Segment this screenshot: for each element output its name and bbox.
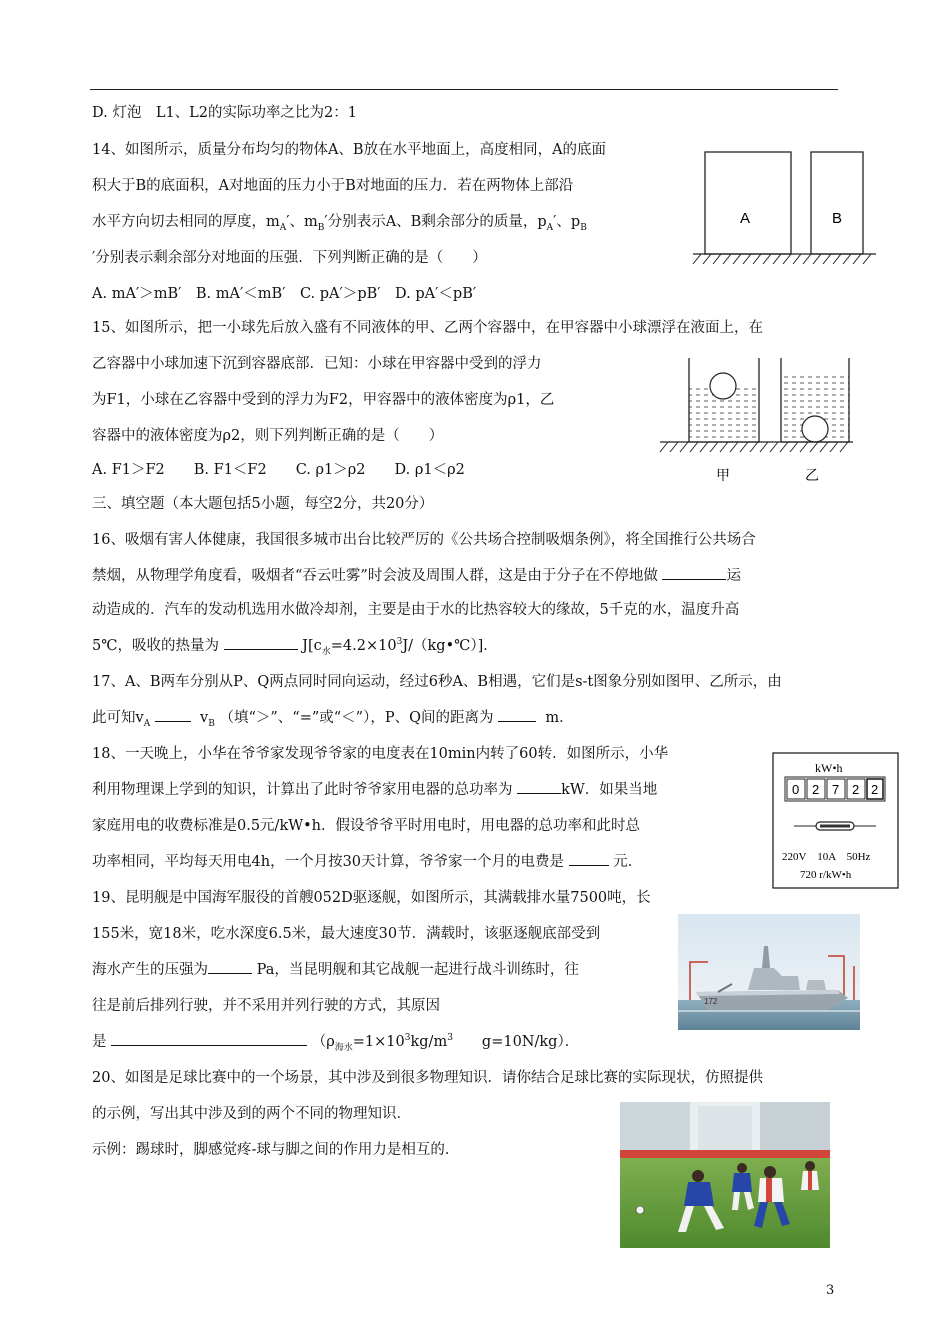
ad-board [620, 1150, 830, 1158]
q15-line3: 为F1，小球在乙容器中受到的浮力为F2，甲容器中的液体密度为ρ1，乙 [92, 392, 555, 408]
q19-blank-1[interactable] [208, 959, 252, 974]
meter-digit-3: 7 [832, 782, 840, 797]
section-3-heading: 三、填空题（本大题包括5小题，每空2分，共20分） [92, 496, 434, 512]
q16-line3: 动造成的．汽车的发动机选用水做冷却剂，主要是由于水的比热容较大的缘故，5千克的水，温度升高 [92, 602, 740, 618]
q16-line1: 16、吸烟有害人体健康，我国很多城市出台比较严厉的《公共场合控制吸烟条例》，将全国推行公共场合 [92, 532, 756, 548]
q19-line1: 19、昆明舰是中国海军服役的首艘052D驱逐舰，如图所示，其满载排水量7500吨，长 [92, 890, 651, 906]
q20-line1: 20、如图是足球比赛中的一个场景，其中涉及到很多物理知识．请你结合足球比赛的实际现状，仿照提供 [92, 1070, 763, 1086]
meter-spec: 220V 10A 50Hz [782, 851, 871, 863]
block-b-label: B [832, 210, 843, 227]
sunken-ball [802, 416, 828, 442]
electric-meter-figure [772, 752, 900, 890]
q18-blank-1[interactable] [517, 779, 561, 794]
q14-options: A. mA′＞mB′ B. mA′＜mB′ C. pA′＞pB′ D. pA′＜pB′ [92, 286, 477, 302]
block-b [811, 152, 863, 254]
block-a-label: A [740, 210, 751, 227]
block-a [705, 152, 791, 254]
q17-blank-2[interactable] [498, 707, 536, 722]
meter-digit-2: 2 [812, 782, 820, 797]
q15-line2: 乙容器中小球加速下沉到容器底部．已知：小球在甲容器中受到的浮力 [92, 356, 542, 372]
q16-line2: 禁烟，从物理学角度看，吸烟者“吞云吐雾”时会波及周围人群，这是由于分子在不停地做 运 [92, 564, 741, 585]
q14-line4: ′分别表示剩余部分对地面的压强．下列判断正确的是（ ） [92, 250, 487, 266]
meter-revolutions: 720 r/kW•h [800, 869, 852, 881]
football-photo [620, 1102, 830, 1248]
meter-digit-1: 0 [792, 782, 800, 797]
q18-line4: 功率相同，平均每天用电4h，一个月按30天计算，爷爷家一个月的电费是 元． [92, 850, 642, 871]
meter-unit: kW•h [815, 761, 843, 775]
q18-line2: 利用物理课上学到的知识，计算出了此时爷爷家用电器的总功率为 kW．如果当地 [92, 778, 657, 799]
q15-line1: 15、如图所示，把一小球先后放入盛有不同液体的甲、乙两个容器中，在甲容器中小球漂浮在液面上，在 [92, 320, 763, 336]
q17-blank-1[interactable] [155, 707, 191, 722]
q15-options: A. F1＞F2 B. F1＜F2 C. ρ1＞ρ2 D. ρ1＜ρ2 [92, 462, 465, 478]
container-2-label: 乙 [805, 468, 819, 484]
q14-line1: 14、如图所示，质量分布均匀的物体A、B放在水平地面上，高度相同，A的底面 [92, 142, 607, 158]
ground-hatch [693, 254, 871, 264]
page-number: 3 [826, 1283, 835, 1298]
container-1-label: 甲 [716, 468, 730, 484]
header-rule [90, 89, 838, 90]
destroyer-photo [678, 914, 860, 1030]
q18-line3: 家庭用电的收费标准是0.5元/kW•h．假设爷爷平时用电时，用电器的总功率和此时总 [92, 818, 641, 834]
q15-line4: 容器中的液体密度为ρ2，则下列判断正确的是（ ） [92, 428, 444, 444]
football-icon [636, 1206, 644, 1214]
q20-example: 示例：踢球时，脚感觉疼-球与脚之间的作用力是相互的． [92, 1142, 460, 1158]
q17-line2: 此可知$v_A$ $v_B$ （填“＞”、“=”或“＜”），P、Q间的距离为 m． [92, 706, 574, 729]
q19-line3: 海水产生的压强为 Pa，当昆明舰和其它战舰一起进行战斗训练时，往 [92, 958, 579, 979]
q18-blank-2[interactable] [569, 851, 609, 866]
q14-line2: 积大于B的底面积，A对地面的压力小于B对地面的压力．若在两物体上部沿 [92, 178, 574, 194]
q14-blocks-figure [688, 148, 878, 270]
q19-line5: 是 （$\rho_{海水}=1\times 10^3kg/m^3$ g=10N/kg）． [92, 1030, 579, 1053]
floating-ball [710, 373, 736, 399]
table-hatch [660, 442, 848, 452]
meter-digit-4: 2 [852, 782, 860, 797]
prev-option-d: D. 灯泡 L1、L2的实际功率之比为2：1 [92, 105, 357, 121]
q16-blank-1[interactable] [662, 565, 726, 580]
meter-digit-5: 2 [871, 782, 879, 797]
q18-line1: 18、一天晚上，小华在爷爷家发现爷爷家的电度表在10min内转了60转．如图所示，小华 [92, 746, 669, 762]
hull-number: 172 [704, 997, 718, 1006]
q15-containers-figure [655, 350, 855, 485]
q17-line1: 17、A、B两车分别从P、Q两点同时同向运动，经过6秒A、B相遇，它们是s-t图象分别如图甲、乙所示，由 [92, 674, 782, 690]
q14-line3: 水平方向切去相同的厚度，$m_A'$、$m_B'$分别表示A、B剩余部分的质量，$p_A'$、$p_B$ [92, 214, 587, 233]
q16-line4: 5℃，吸收的热量为 $J[c_水=4.2\times 10^3J/(kg•℃)]$． [92, 634, 498, 657]
q20-line2: 的示例，写出其中涉及到的两个不同的物理知识． [92, 1106, 411, 1122]
q16-blank-2[interactable] [224, 635, 298, 650]
q19-line2: 155米，宽18米，吃水深度6.5米，最大速度30节．满载时，该驱逐舰底部受到 [92, 926, 601, 942]
q19-blank-2[interactable] [111, 1031, 307, 1046]
q19-line4: 往是前后排列行驶，并不采用并列行驶的方式，其原因 [92, 998, 440, 1014]
